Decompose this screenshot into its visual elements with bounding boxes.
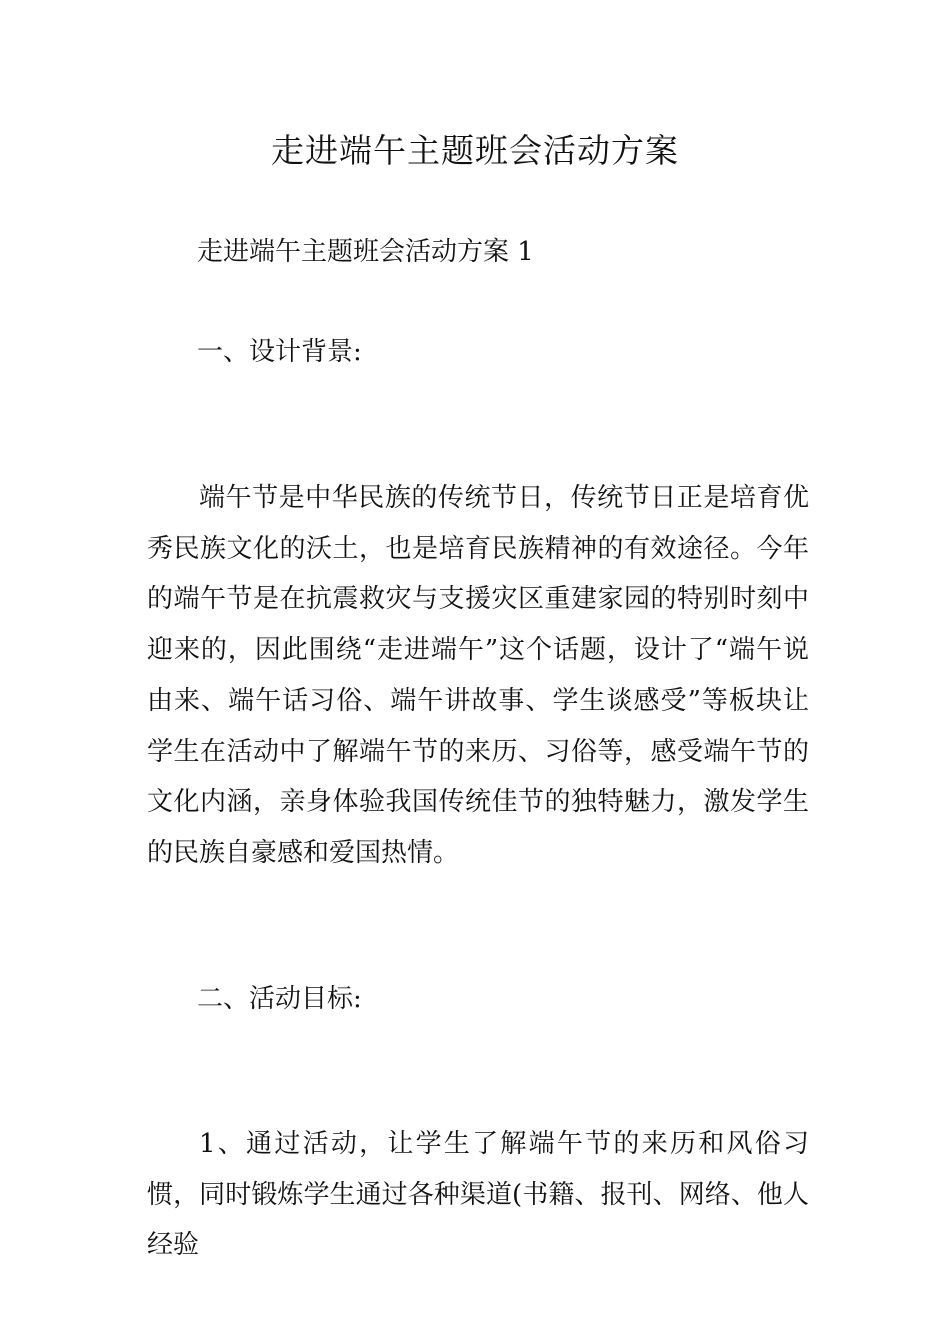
section-heading-goals: 二、活动目标: (197, 984, 362, 1014)
goal-item-1: 1、通过活动，让学生了解端午节的来历和风俗习惯，同时锻炼学生通过各种渠道(书籍、报刊、网络、他人经验 (147, 1129, 809, 1261)
background-paragraph: 端午节是中华民族的传统节日，传统节日正是培育优秀民族文化的沃土，也是培育民族精神的有效途径。今年的端午节是在抗震救灾与支援灾区重建家园的特别时刻中迎来的，因此围绕“走进端午”这个话题，设计了“端午说由来、端午话习俗、端午讲故事、学生谈感受”等板块让学生在活动中了解端午节的来历、习俗等，感受端午节的文化内涵，亲身体验我国传统佳节的独特魅力，激发学生的民族自豪感和爱国热情。 (147, 483, 809, 868)
section-heading-background: 一、设计背景: (197, 337, 362, 367)
document-title: 走进端午主题班会活动方案 (271, 131, 679, 170)
document-subtitle: 走进端午主题班会活动方案 1 (197, 237, 534, 267)
